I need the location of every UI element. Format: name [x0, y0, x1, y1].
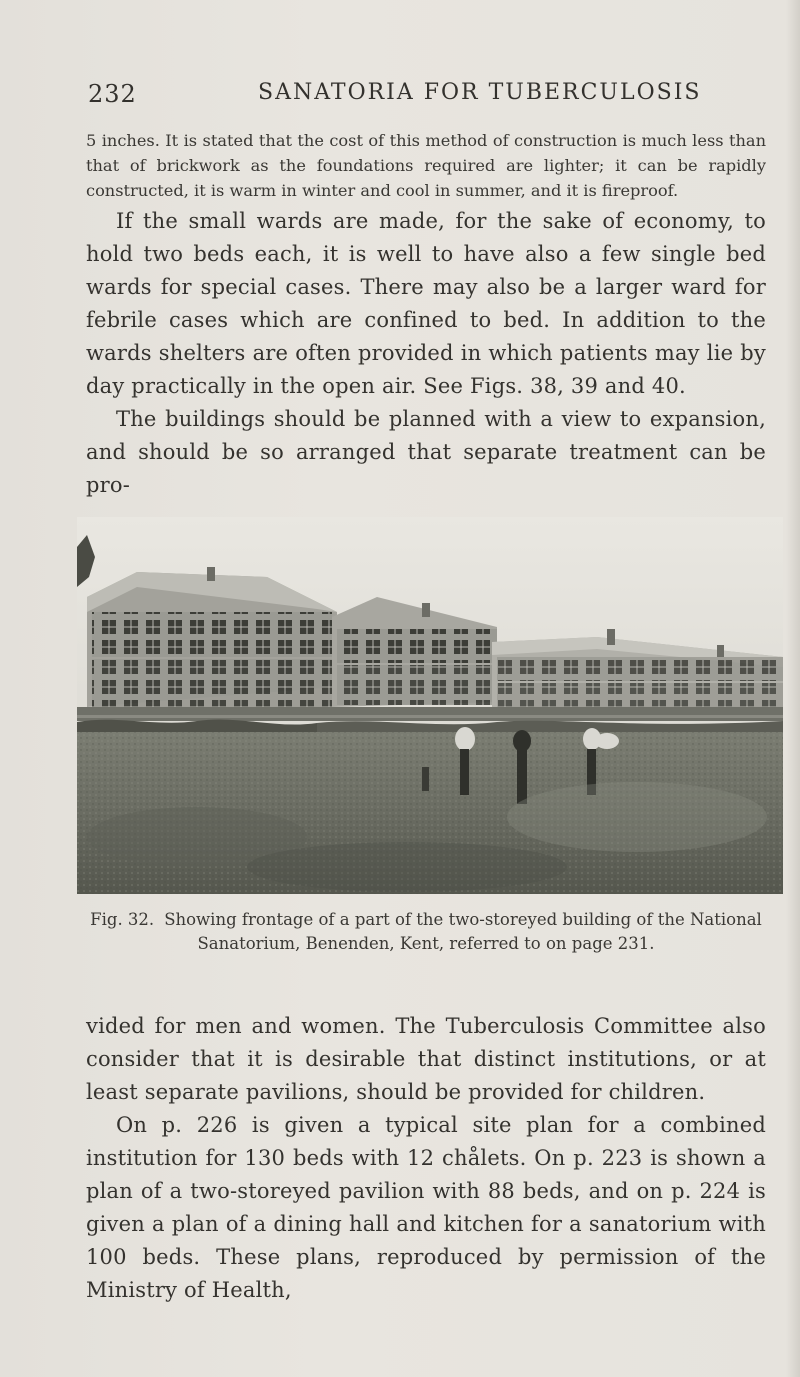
running-head: SANATORIA FOR TUBERCULOSIS	[258, 80, 702, 105]
paragraph-men-women: vided for men and women. The Tuberculosis Committee also consider that it is desirable that distinct institutions, or at least separate pavilions, should be provided for children.	[86, 1014, 766, 1104]
sanatorium-photo	[77, 517, 783, 894]
page-header	[88, 80, 728, 114]
page-edge-shadow	[786, 0, 800, 1377]
figure-photograph	[77, 517, 783, 894]
paragraph-plans: On p. 226 is given a typical site plan for a combined institution for 130 beds with 12 chålets. On p. 223 is shown a plan of a two-storeyed pavilion with 88 beds, and on p. 224 is given a plan of a dining hall and kitchen for a sanatorium with 100 beds. These plans, reproduced by permission of the Ministry of Health,	[86, 1113, 766, 1302]
figure-caption-text: Showing frontage of a part of the two-storeyed building of the National Sanatorium, Benenden, Kent, referred to on page 231.	[164, 910, 762, 953]
page-number: 232	[88, 80, 137, 108]
paragraph-wards: If the small wards are made, for the sake of economy, to hold two beds each, it is well to have also a few single bed wards for special cases. There may also be a larger ward for febrile cases which are confined to bed. In addition to the wards shelters are often provided in which patients may lie by day practically in the open air. See Figs. 38, 39 and 40.	[86, 209, 766, 398]
paragraph-construction: 5 inches. It is stated that the cost of this method of construction is much less than that of brickwork as the foundations required are lighter; it can be rapidly constructed, it is warm in winter and cool in summer, and it is fireproof.	[86, 131, 766, 200]
figure-caption	[86, 908, 766, 956]
paragraph-expansion: The buildings should be planned with a view to expansion, and should be so arranged that separate treatment can be pro-	[86, 407, 766, 497]
figure-label: Fig. 32.	[90, 910, 155, 929]
